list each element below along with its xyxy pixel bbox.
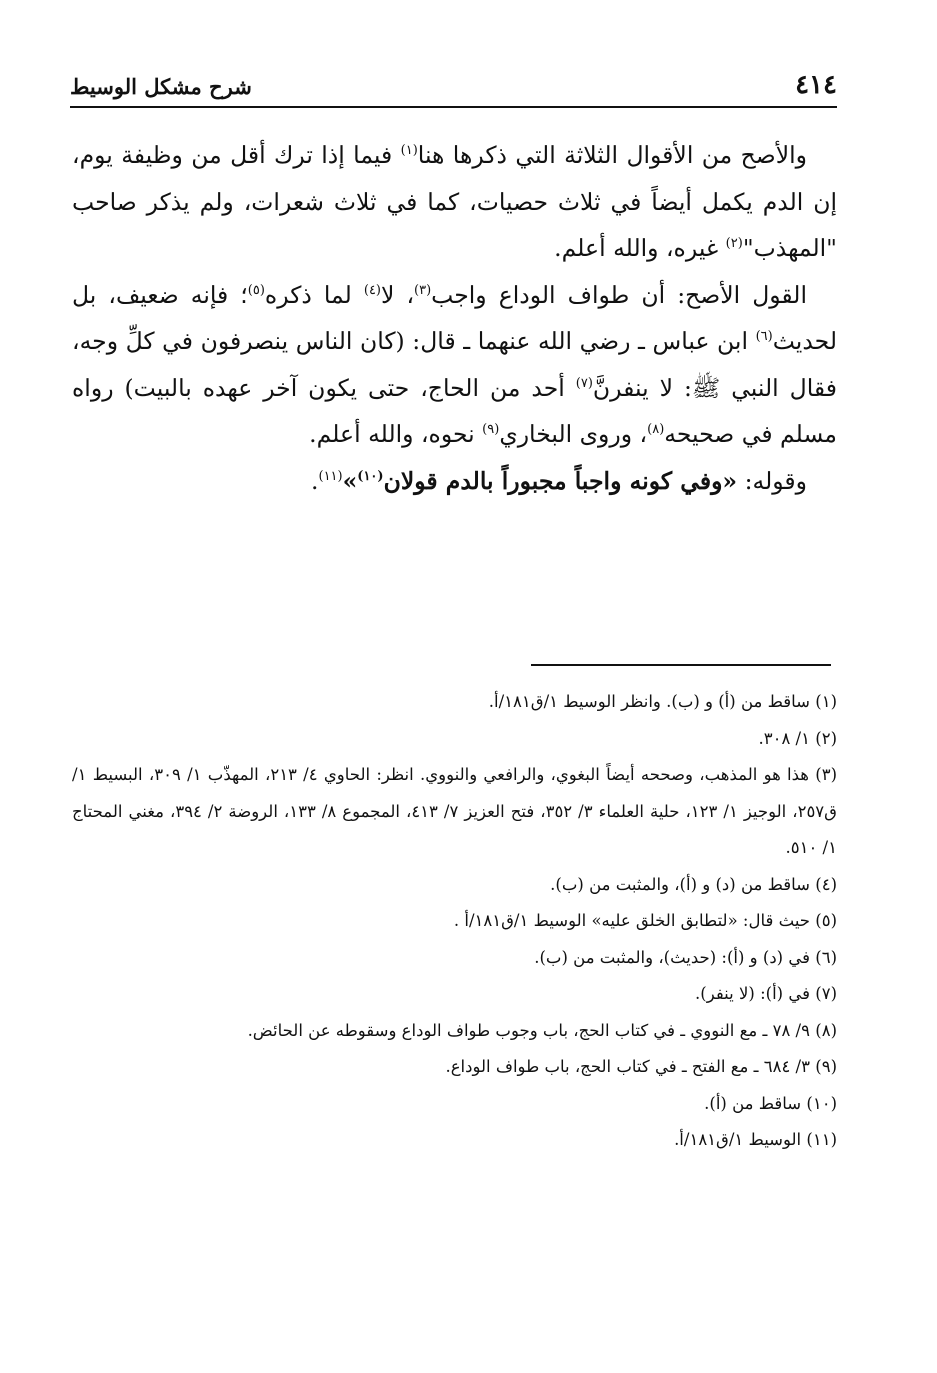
footnote-9: (٩) ٣/ ٦٨٤ ـ مع الفتح ـ في كتاب الحج، باب طواف الوداع. <box>445 1057 837 1076</box>
p2-text-h: نحوه، والله أعلم. <box>309 420 483 448</box>
footnote-ref-6: (٦) <box>755 329 773 345</box>
footnote-2: (٢) ١/ ٣٠٨. <box>758 728 837 748</box>
footnote-10: (١٠) ساقط من (أ). <box>704 1093 837 1113</box>
footnote-6: (٦) في (د) و (أ): (حديث)، والمثبت من (ب). <box>534 947 837 967</box>
footnote-ref-2: (٢) <box>725 236 743 252</box>
footnote-ref-5: (٥) <box>247 282 265 298</box>
footnote-ref-10: (١٠) <box>357 468 384 484</box>
paragraph-3 <box>72 458 837 505</box>
quoted-text <box>343 467 738 495</box>
footnote-8: (٨) ٩/ ٧٨ ـ مع النووي ـ في كتاب الحج، باب وجوب طواف الوداع وسقوطه عن الحائض. <box>247 1020 837 1040</box>
p3-text-a: وقوله: <box>737 466 807 495</box>
quote-close: » <box>342 466 358 495</box>
running-title: شرح مشكل الوسيط <box>70 74 252 99</box>
p2-text-a: القول الأصح: أن طواف الوداع واجب <box>431 280 808 309</box>
main-text <box>72 132 837 504</box>
p2-text-f: أحد من الحاج، حتى يكون آخر عهده بالبيت) رواه مسلم في صحيحه <box>72 373 837 448</box>
footnote-ref-4: (٤) <box>363 282 381 298</box>
footnote-7: (٧) في (أ): (لا ينفر). <box>695 984 837 1003</box>
p1-text-c: غيره، والله أعلم. <box>554 234 726 262</box>
footnote-5: (٥) حيث قال: «لتطابق الخلق عليه» الوسيط ١/ق١٨١/أ . <box>453 911 837 930</box>
p2-text-c: لما ذكره <box>264 280 364 309</box>
footnote-11: (١١) الوسيط ١/ق١٨١/أ. <box>674 1130 837 1149</box>
p1-text-a: والأصح من الأقوال الثلاثة التي ذكرها هنا <box>417 141 807 169</box>
footnote-separator <box>531 664 831 666</box>
footnote-ref-1: (١) <box>400 143 418 159</box>
p2-text-b: ، لا <box>381 280 415 309</box>
p2-text-d: ؛ فإنه ضعيف، بل لحديث <box>72 280 837 355</box>
footnote-4: (٤) ساقط من (د) و (أ)، والمثبت من (ب). <box>550 874 837 894</box>
paragraph-2 <box>72 272 837 458</box>
p1-text-b: فيما إذا ترك أقل من وظيفة يوم، إن الدم يكمل أيضاً في ثلاث حصيات، كما في ثلاث شعرات، ولم يذكر صاحب "المهذب" <box>72 141 837 262</box>
footnote-3: (٣) هذا هو المذهب، وصححه أيضاً البغوي، والرافعي والنووي. انظر: الحاوي ٤/ ٢١٣، المهذّب ١/ ٣٠٩، البسيط ١/ق٢٥٧، الوجيز ١/ ١٢٣، حلية العلماء ٣/ ٣٥٢، فتح العزيز ٧/ ٤١٣، المجموع ٨/ ١٣٣، الروضة ٢/ ٣٩٤، مغني المحتاج ١/ ٥١٠. <box>72 765 838 857</box>
p2-text-g: ، وروى البخاري <box>499 420 648 448</box>
footnote-ref-3: (٣) <box>414 282 432 298</box>
quote-body: «وفي كونه واجباً مجبوراً بالدم قولان <box>383 466 738 495</box>
p2-text-e: ابن عباس ـ رضي الله عنهما ـ قال: (كان الناس ينصرفون في كلِّ وجه، فقال النبي ﷺ: لا ينفرنَّ <box>72 327 837 402</box>
paragraph-1 <box>72 132 837 272</box>
p3-text-b: . <box>311 466 319 495</box>
page-number: ٤١٤ <box>795 70 837 100</box>
footnotes <box>72 684 837 1159</box>
footnote-ref-9: (٩) <box>482 422 500 438</box>
footnote-ref-8: (٨) <box>647 422 665 438</box>
page-header <box>70 66 837 108</box>
footnote-1: (١) ساقط من (أ) و (ب). وانظر الوسيط ١/ق١٨١/أ. <box>488 692 837 711</box>
footnote-ref-7: (٧) <box>575 375 593 391</box>
footnote-ref-11: (١١) <box>318 468 343 484</box>
